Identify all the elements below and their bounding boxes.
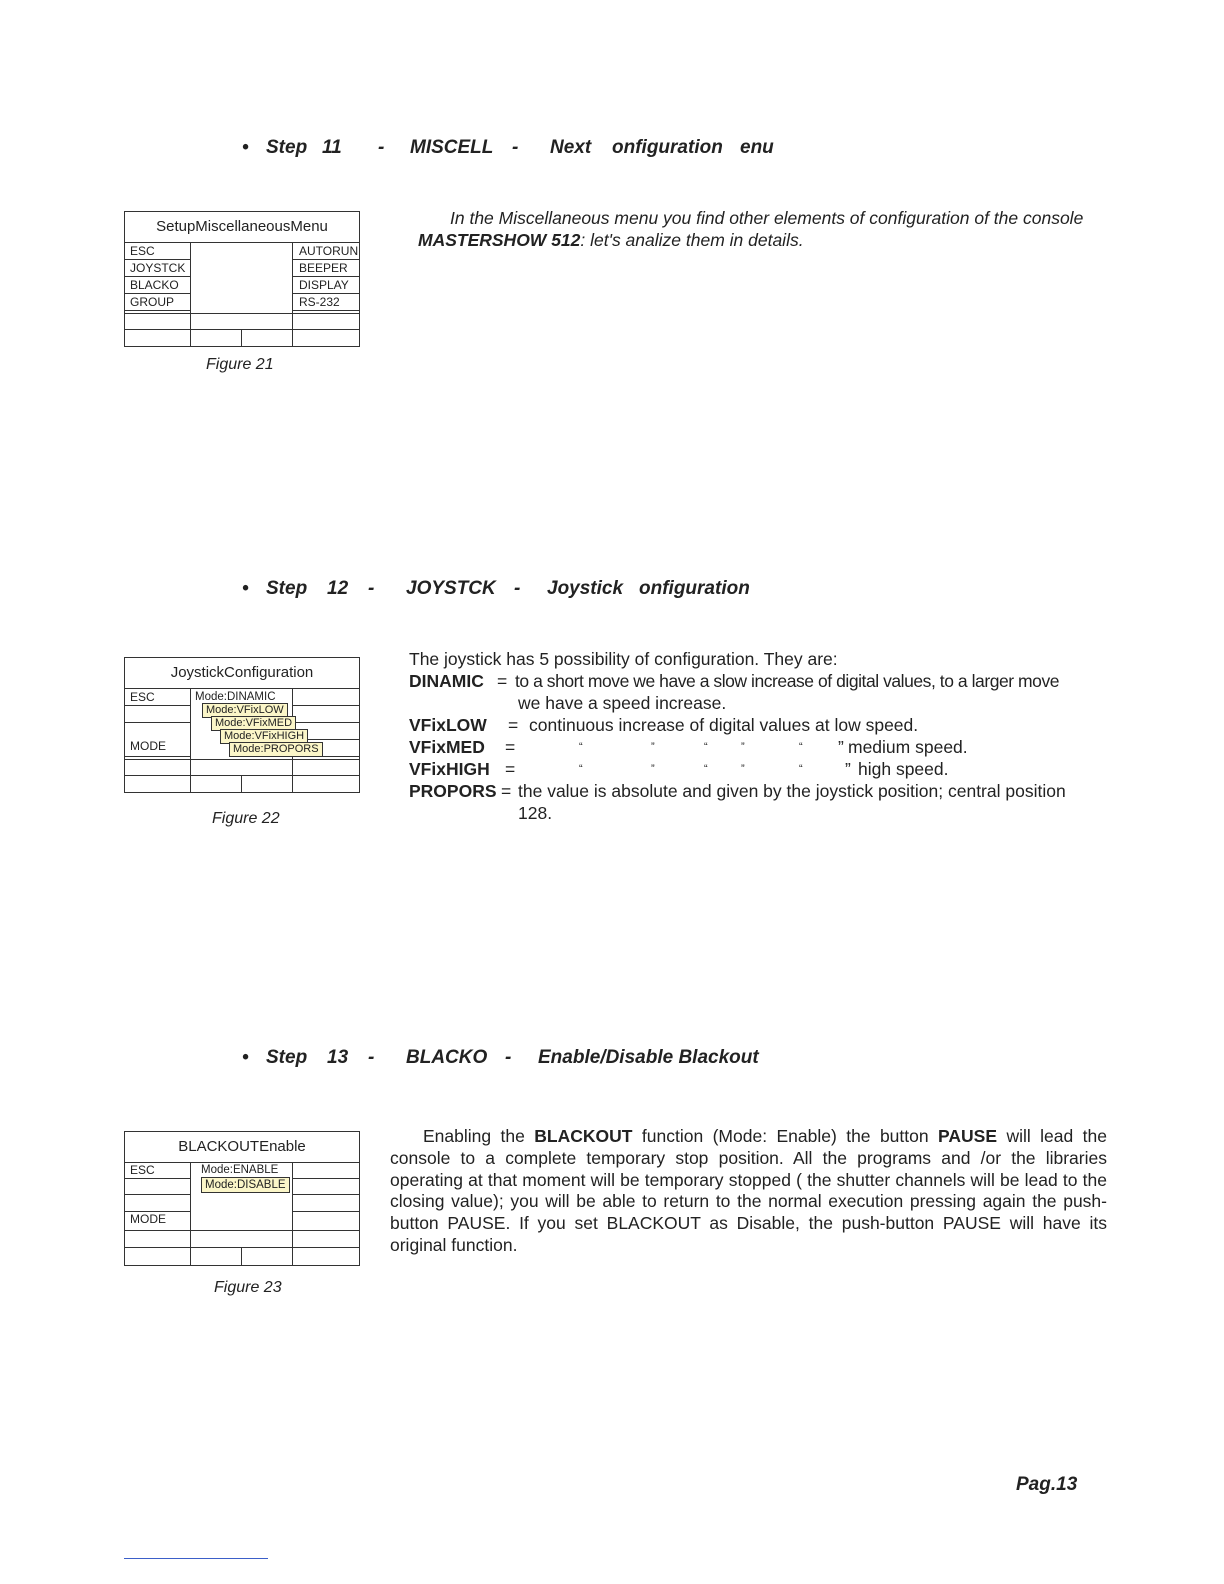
blackout-paragraph bbox=[390, 1126, 1107, 1257]
lcd-key-mode: MODE bbox=[130, 739, 166, 753]
lcd-key-esc: ESC bbox=[130, 244, 155, 258]
intro-line-1: In the Miscellaneous menu you find other elements of configuration of the console bbox=[450, 208, 1084, 228]
step-12-heading bbox=[242, 578, 802, 604]
mode-option-propors: Mode:PROPORS bbox=[229, 742, 323, 757]
step-number: 11 bbox=[322, 137, 342, 158]
def-propors bbox=[409, 780, 1109, 802]
term-vfixlow: VFixLOW bbox=[409, 715, 487, 735]
ditto-mark: “ bbox=[704, 763, 708, 775]
step-code: JOYSTCK bbox=[406, 578, 496, 599]
desc-dinamic-2: we have a speed increase. bbox=[518, 693, 727, 713]
figure-caption: Figure 22 bbox=[212, 810, 280, 827]
desc-vfixhigh: high speed. bbox=[858, 759, 949, 779]
page-number: Pag.13 bbox=[1016, 1474, 1078, 1495]
step-number: 13 bbox=[327, 1047, 349, 1068]
dash: - bbox=[368, 578, 375, 599]
figure-caption: Figure 23 bbox=[214, 1279, 282, 1296]
ditto-mark: ” bbox=[651, 763, 655, 775]
equals: = bbox=[497, 671, 508, 691]
joystick-definitions bbox=[409, 648, 1109, 824]
step-title-2: onfiguration bbox=[612, 137, 723, 158]
lcd-title: BLACKOUTEnable bbox=[125, 1132, 359, 1163]
lcd-blackout-enable bbox=[124, 1131, 360, 1266]
step-title-2: onfiguration bbox=[639, 578, 750, 599]
dash: - bbox=[512, 137, 519, 158]
dash: - bbox=[514, 578, 521, 599]
desc-vfixmed: medium speed. bbox=[848, 737, 968, 757]
dash: - bbox=[368, 1047, 375, 1068]
def-vfixlow bbox=[409, 714, 1109, 736]
step-title-1: Next bbox=[550, 137, 592, 158]
lcd-key-mode: MODE bbox=[130, 1212, 166, 1226]
term-propors: PROPORS bbox=[409, 781, 497, 801]
term-pause: PAUSE bbox=[938, 1126, 998, 1146]
desc-vfixlow: continuous increase of digital values at low speed. bbox=[529, 715, 919, 735]
lcd-key-blacko: BLACKO bbox=[130, 278, 179, 292]
lcd-key-display: DISPLAY bbox=[299, 278, 349, 292]
lcd-key-group: GROUP bbox=[130, 295, 175, 309]
intro-line-2: : let's analize them in details. bbox=[580, 229, 804, 250]
step-code: MISCELL bbox=[410, 137, 494, 158]
def-propors-cont bbox=[409, 802, 1109, 824]
ditto-mark: “ bbox=[799, 763, 803, 775]
step-13-heading bbox=[242, 1047, 802, 1073]
desc-propors-2: 128. bbox=[518, 803, 553, 823]
step-label: Step bbox=[266, 137, 308, 158]
ditto-mark: “ bbox=[579, 763, 583, 775]
step-title-1: Enable/Disable Blackout bbox=[538, 1047, 759, 1068]
def-vfixmed bbox=[409, 736, 1109, 758]
step-label: Step bbox=[266, 1047, 308, 1068]
desc-dinamic-1: to a short move we have a slow increase of digital values, to a larger move bbox=[515, 671, 1060, 691]
step-label: Step bbox=[266, 578, 308, 599]
bullet: • bbox=[242, 1047, 249, 1068]
equals: = bbox=[505, 759, 516, 779]
figure-caption: Figure 21 bbox=[206, 356, 274, 373]
term-vfixhigh: VFixHIGH bbox=[409, 759, 490, 779]
lcd-joystick-configuration bbox=[124, 657, 360, 793]
def-dinamic-cont bbox=[409, 692, 1109, 714]
ditto-mark: ” bbox=[741, 741, 745, 753]
mode-option-vfixhigh: Mode:VFixHIGH bbox=[220, 729, 308, 744]
def-dinamic bbox=[409, 670, 1109, 692]
equals: = bbox=[501, 781, 512, 801]
step-code: BLACKO bbox=[406, 1047, 488, 1068]
lcd-key-esc: ESC bbox=[130, 1163, 155, 1177]
lcd-mode-value: Mode:ENABLE bbox=[201, 1164, 279, 1176]
lcd-key-esc: ESC bbox=[130, 690, 155, 704]
lcd-title: SetupMiscellaneousMenu bbox=[125, 212, 359, 243]
equals: = bbox=[505, 737, 516, 757]
bullet: • bbox=[242, 137, 249, 158]
blackout-text-3: will lead the console to a complete temporary stop position. All the programs and /or the libraries operating at that moment will be temporary stopped ( the shutter channels will be lead to the closing value); you will be able to return to the normal execution pressing again the push-button PAUSE. If you set BLACKOUT as Disable, the push-button PAUSE will have its original function. bbox=[390, 1126, 1107, 1255]
ditto-mark: “ bbox=[704, 741, 708, 753]
footer-rule bbox=[124, 1558, 268, 1559]
definitions-intro: The joystick has 5 possibility of configuration. They are: bbox=[409, 649, 838, 669]
ditto-mark: ” bbox=[845, 759, 851, 779]
term-dinamic: DINAMIC bbox=[409, 671, 484, 691]
ditto-mark: ” bbox=[651, 741, 655, 753]
blackout-text-2: function (Mode: Enable) the button bbox=[632, 1126, 939, 1146]
def-vfixhigh bbox=[409, 758, 1109, 780]
lcd-key-rs232: RS-232 bbox=[299, 295, 340, 309]
term-blackout: BLACKOUT bbox=[534, 1126, 633, 1146]
mode-option-vfixmed: Mode:VFixMED bbox=[211, 716, 296, 731]
bullet: • bbox=[242, 578, 249, 599]
ditto-mark: “ bbox=[579, 741, 583, 753]
lcd-key-joystck: JOYSTCK bbox=[130, 261, 186, 275]
dash: - bbox=[505, 1047, 512, 1068]
step-number: 12 bbox=[327, 578, 349, 599]
mode-option-disable: Mode:DISABLE bbox=[201, 1177, 290, 1193]
dash: - bbox=[378, 137, 385, 158]
lcd-setup-miscellaneous-menu bbox=[124, 211, 360, 347]
step-title-3: enu bbox=[740, 137, 774, 158]
lcd-title: JoystickConfiguration bbox=[125, 658, 359, 689]
step-title-1: Joystick bbox=[547, 578, 624, 599]
lcd-mode-value: Mode:DINAMIC bbox=[195, 691, 276, 703]
intro-paragraph bbox=[418, 208, 1118, 251]
ditto-mark: ” bbox=[838, 737, 844, 757]
lcd-key-autorun: AUTORUN bbox=[299, 244, 359, 258]
desc-propors-1: the value is absolute and given by the joystick position; central position bbox=[518, 781, 1066, 801]
blackout-text-1: Enabling the bbox=[423, 1126, 535, 1146]
ditto-mark: ” bbox=[741, 763, 745, 775]
equals: = bbox=[508, 715, 519, 735]
product-name: MASTERSHOW 512 bbox=[418, 229, 581, 250]
term-vfixmed: VFixMED bbox=[409, 737, 485, 757]
mode-option-vfixlow: Mode:VFixLOW bbox=[202, 703, 288, 718]
lcd-key-beeper: BEEPER bbox=[299, 261, 348, 275]
step-11-heading bbox=[242, 137, 802, 163]
ditto-mark: “ bbox=[799, 741, 803, 753]
